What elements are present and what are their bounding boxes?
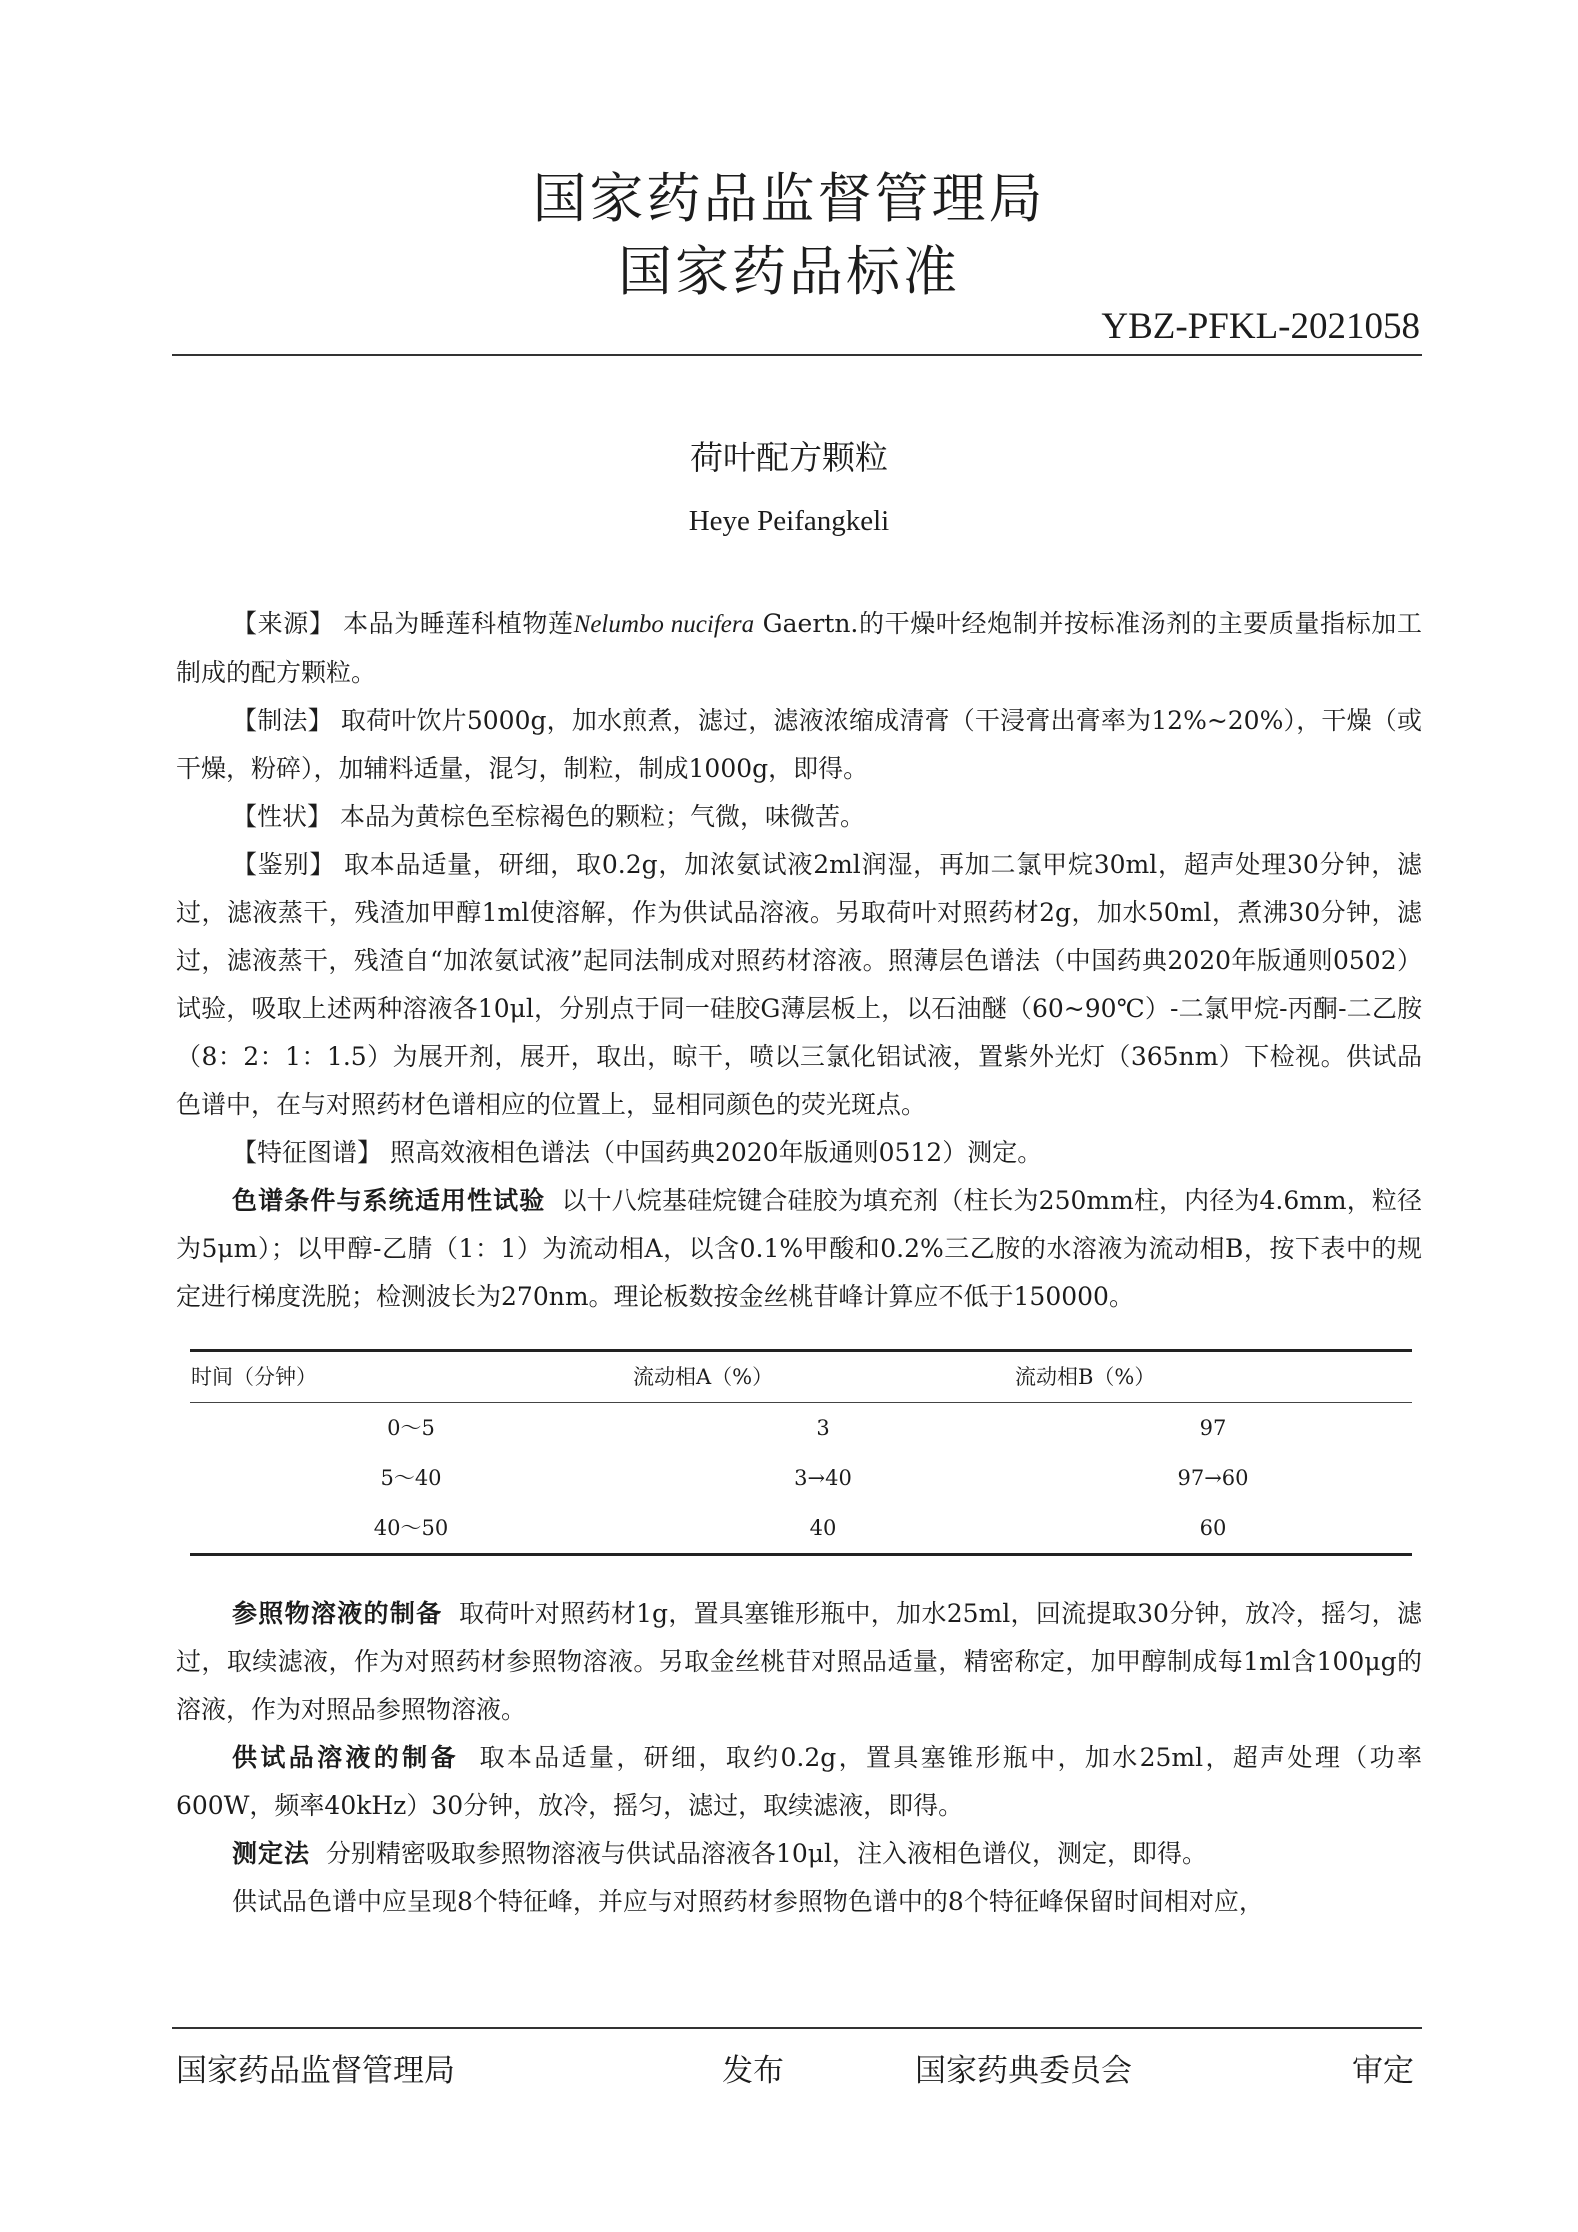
table-header: 流动相A（%） xyxy=(632,1351,1014,1403)
chromatography-paragraph: 色谱条件与系统适用性试验 以十八烷基硅烷键合硅胶为填充剂（柱长为250mm柱，内径为4.6mm，粒径为5μm）；以甲醇-乙腈（1：1）为流动相A，以含0.1%甲酸和0.2%三乙胺的水溶液为流动相B，按下表中的规定进行梯度洗脱；检测波长为270nm。理论板数按金丝桃苷峰计算应不低于150000。 xyxy=(176,1186,1422,1311)
gradient-table xyxy=(190,1349,1412,1556)
source-paragraph: 【来源】 本品为睡莲科植物莲Nelumbo nucifera Gaertn.的干燥叶经炮制并按标准汤剂的主要质量指标加工制成的配方颗粒。 xyxy=(176,609,1422,687)
identification-label: 【鉴别】 xyxy=(232,850,336,879)
identification-paragraph: 【鉴别】 取本品适量，研细，取0.2g，加浓氨试液2ml润湿，再加二氯甲烷30ml，超声处理30分钟，滤过，滤液蒸干，残渣加甲醇1ml使溶解，作为供试品溶液。另取荷叶对照药材2g，加水50ml，煮沸30分钟，滤过，滤液蒸干，残渣自“加浓氨试液”起同法制成对照药材溶液。照薄层色谱法（中国药典2020年版通则0502）试验，吸取上述两种溶液各10μl，分别点于同一硅胶G薄层板上，以石油醚（60~90℃）-二氯甲烷-丙酮-二乙胺（8：2：1：1.5）为展开剂，展开，取出，晾干，喷以三氯化铝试液，置紫外光灯（365nm）下检视。供试品色谱中，在与对照药材色谱相应的位置上，显相同颜色的荧光斑点。 xyxy=(176,850,1422,1119)
table-cell: 97 xyxy=(1199,1416,1227,1440)
table-cell: 40～50 xyxy=(190,1503,632,1555)
table-cell: 3→40 xyxy=(794,1466,852,1490)
table-row xyxy=(190,1403,1412,1454)
fingerprint-label: 【特征图谱】 xyxy=(232,1138,383,1167)
table-cell: 97→60 xyxy=(1177,1466,1249,1490)
table-cell: 40 xyxy=(632,1503,1014,1555)
method-paragraph: 【制法】 取荷叶饮片5000g，加水煎煮，滤过，滤液浓缩成清膏（干浸膏出膏率为12%~20%），干燥（或干燥，粉碎），加辅料适量，混匀，制粒，制成1000g，即得。 xyxy=(176,706,1422,783)
product-title: 荷叶配方颗粒 xyxy=(690,438,888,477)
latin-name: Nelumbo nucifera xyxy=(573,611,755,638)
agency-heading: 国家药品监督管理局 xyxy=(532,167,1046,230)
review-label: 审定 xyxy=(1352,2053,1414,2089)
result-paragraph: 供试品色谱中应呈现8个特征峰，并应与对照药材参照物色谱中的8个特征峰保留时间相对应， xyxy=(232,1887,1264,1916)
table-header: 流动相B（%） xyxy=(1014,1351,1412,1403)
assay-paragraph: 测定法 分别精密吸取参照物溶液与供试品溶液各10μl，注入液相色谱仪，测定，即得。 xyxy=(232,1839,1207,1868)
table-cell: 5～40 xyxy=(380,1466,442,1490)
product-pinyin: Heye Peifangkeli xyxy=(688,505,890,537)
source-label: 【来源】 xyxy=(232,609,335,638)
header-divider xyxy=(172,354,1422,356)
document-number: YBZ-PFKL-2021058 xyxy=(1101,306,1420,347)
reviewer-name: 国家药典委员会 xyxy=(915,2053,1132,2089)
assay-label: 测定法 xyxy=(232,1839,311,1868)
reference-solution-paragraph: 参照物溶液的制备 取荷叶对照药材1g，置具塞锥形瓶中，加水25ml，回流提取30分钟，放冷，摇匀，滤过，取续滤液，作为对照药材参照物溶液。另取金丝桃苷对照品适量，精密称定，加甲醇制成每1ml含100μg的溶液，作为对照品参照物溶液。 xyxy=(176,1599,1422,1724)
method-label: 【制法】 xyxy=(232,706,333,735)
test-solution-label: 供试品溶液的制备 xyxy=(232,1743,459,1772)
document-body xyxy=(176,600,1422,1926)
table-header: 时间（分钟） xyxy=(190,1351,632,1403)
table-cell: 3 xyxy=(816,1416,830,1440)
standard-heading: 国家药品标准 xyxy=(618,240,960,303)
footer-divider xyxy=(172,2027,1422,2029)
publish-label: 发布 xyxy=(722,2053,784,2089)
table-cell: 60 xyxy=(1014,1503,1412,1555)
fingerprint-paragraph: 【特征图谱】 照高效液相色谱法（中国药典2020年版通则0512）测定。 xyxy=(232,1138,1043,1167)
table-row xyxy=(190,1503,1412,1555)
table-header-row xyxy=(190,1351,1412,1403)
table-row xyxy=(190,1453,1412,1503)
chromatography-label: 色谱条件与系统适用性试验 xyxy=(232,1186,546,1215)
table-cell: 0～5 xyxy=(387,1416,435,1440)
publisher-name: 国家药品监督管理局 xyxy=(176,2053,455,2089)
reference-solution-label: 参照物溶液的制备 xyxy=(232,1599,443,1628)
character-label: 【性状】 xyxy=(232,802,333,831)
character-paragraph: 【性状】 本品为黄棕色至棕褐色的颗粒；气微，味微苦。 xyxy=(232,802,865,831)
test-solution-paragraph: 供试品溶液的制备 取本品适量，研细，取约0.2g，置具塞锥形瓶中，加水25ml，超声处理（功率600W，频率40kHz）30分钟，放冷，摇匀，滤过，取续滤液，即得。 xyxy=(176,1743,1422,1820)
